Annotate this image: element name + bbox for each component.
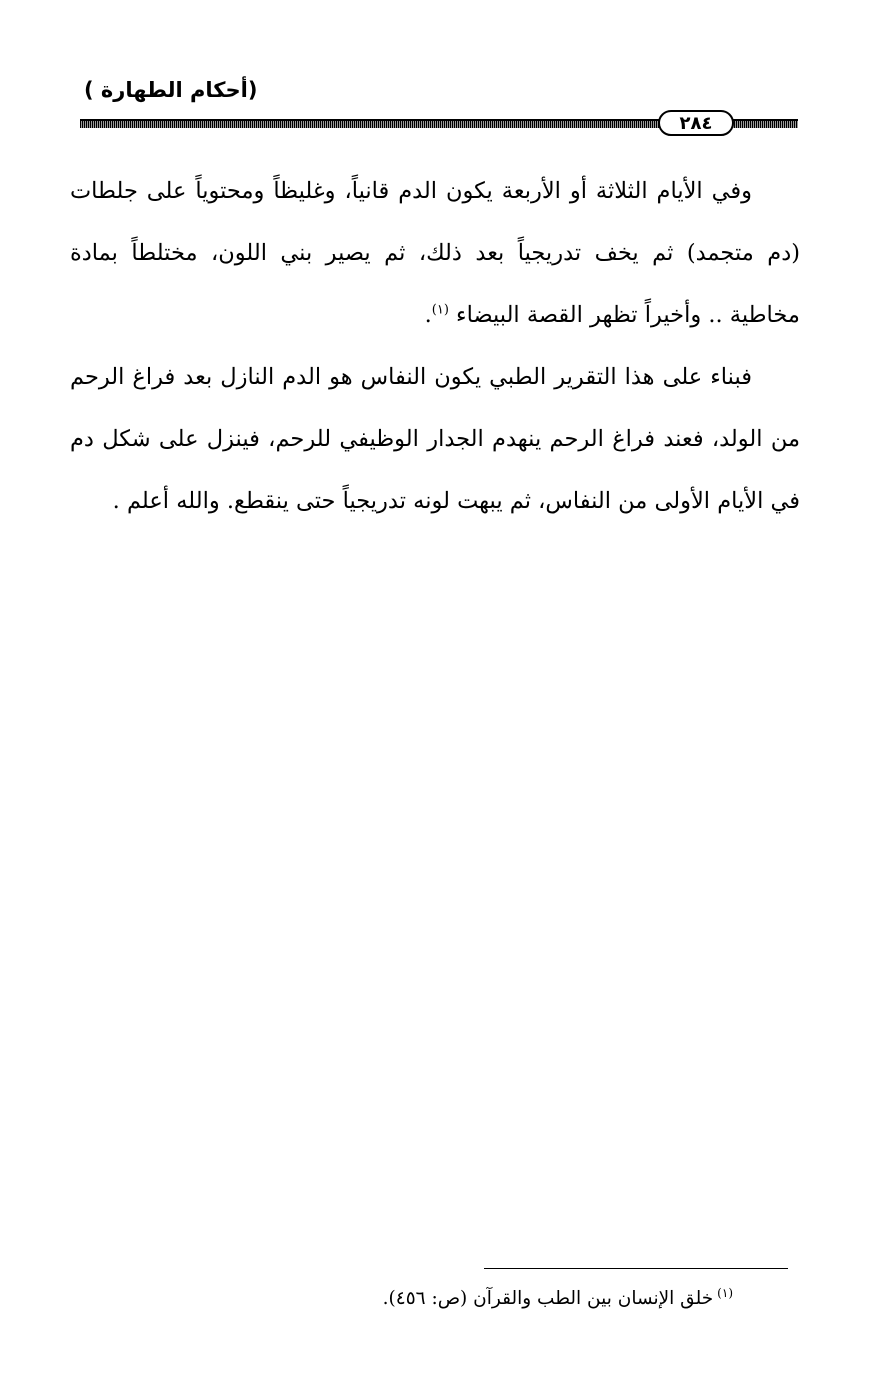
paragraph [70,346,800,532]
paragraph [70,160,800,346]
footnote [382,1285,733,1309]
body-text [70,160,800,532]
running-title: (أحكام الطهارة ) [84,78,258,102]
paragraph-text: وفي الأيام الثلاثة أو الأربعة يكون الدم قانياً، وغليظاً ومحتوياً على جلطات (دم متجمد) ثم يخف تدريجياً بعد ذلك، ثم يصير بني اللون، مختلطاً بمادة مخاطية .. وأخيراً تظهر القصة البيضاء [70,178,800,328]
footnote-marker: (١) [717,1285,733,1300]
footnote-rule [484,1268,788,1269]
paragraph-end: . [424,302,432,328]
footnote-reference: (١) [431,302,449,318]
page-number: ٢٨٤ [658,110,734,136]
paragraph-text: فبناء على هذا التقرير الطبي يكون النفاس هو الدم النازل بعد فراغ الرحم من الولد، فعند فراغ الرحم ينهدم الجدار الوظيفي للرحم، فينزل على شكل دم في الأيام الأولى من النفاس، ثم يبهت لونه تدريجياً حتى ينقطع. والله أعلم . [70,364,800,514]
footnote-text: خلق الإنسان بين الطب والقرآن (ص: ٤٥٦). [382,1288,714,1309]
